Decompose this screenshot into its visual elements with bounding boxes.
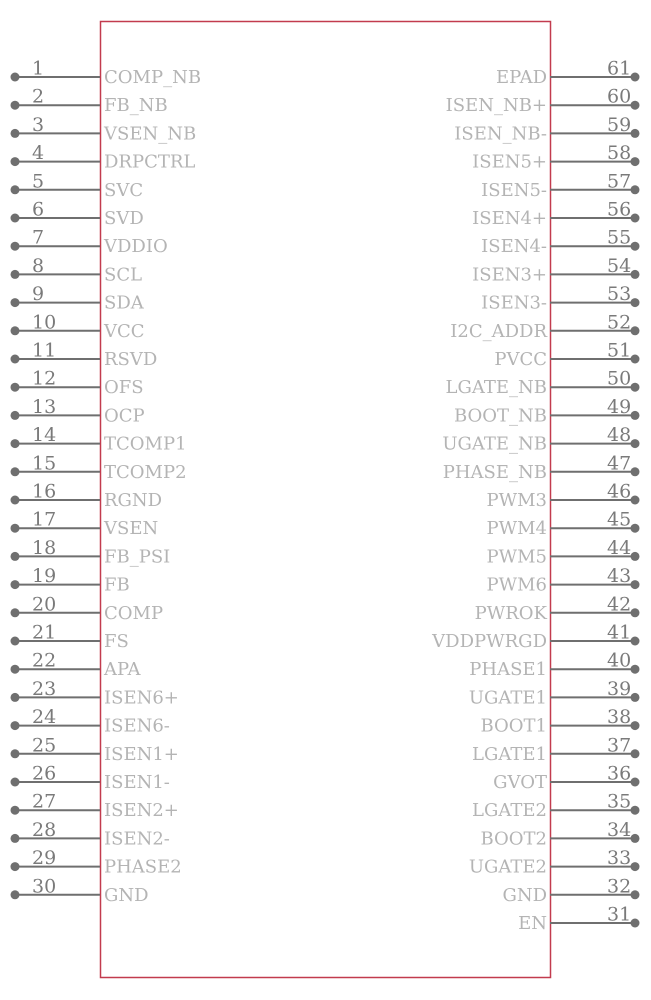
pin-endpoint-dot: [631, 693, 640, 702]
pin-endpoint-dot: [11, 778, 20, 787]
pin-name: SDA: [104, 292, 144, 314]
pin-number: 12: [32, 367, 57, 390]
pin-number: 38: [607, 706, 632, 729]
pin-2: [11, 86, 168, 117]
pin-number: 19: [32, 565, 57, 588]
pin-number: 47: [607, 452, 632, 475]
pin-45: [487, 509, 640, 540]
pin-name: ISEN4+: [472, 208, 547, 229]
left-pin-group: [11, 58, 202, 906]
pin-19: [11, 565, 130, 596]
pin-number: 55: [607, 226, 632, 249]
pin-name: ISEN5+: [472, 151, 547, 173]
pin-number: 18: [32, 536, 57, 559]
pin-number: 58: [607, 142, 632, 165]
pin-number: 42: [607, 593, 632, 616]
pin-number: 45: [607, 508, 632, 531]
pin-48: [442, 424, 639, 455]
pin-endpoint-dot: [631, 919, 640, 928]
pin-55: [481, 227, 639, 258]
pin-number: 39: [607, 677, 632, 700]
pin-name: RSVD: [104, 349, 158, 370]
pin-47: [443, 452, 640, 483]
pin-number: 27: [32, 790, 57, 813]
pin-endpoint-dot: [631, 101, 640, 110]
pin-name: OFS: [104, 377, 144, 399]
pin-number: 48: [607, 424, 632, 447]
pin-endpoint-dot: [11, 806, 20, 815]
pin-12: [11, 368, 144, 399]
pin-number: 16: [32, 480, 57, 503]
pin-name: UGATE2: [468, 856, 547, 878]
pin-number: 1: [32, 57, 45, 80]
pin-endpoint-dot: [11, 242, 20, 251]
pin-5: [11, 170, 144, 201]
pin-26: [11, 763, 170, 794]
pin-name: LGATE1: [472, 743, 547, 765]
pin-27: [11, 791, 179, 822]
pin-endpoint-dot: [631, 157, 640, 166]
pin-name: ISEN3+: [472, 264, 547, 286]
pin-endpoint-dot: [631, 778, 640, 787]
pin-name: BOOT1: [480, 715, 547, 737]
pin-number: 28: [32, 818, 57, 841]
pin-name: PHASE2: [104, 856, 182, 878]
pin-number: 15: [32, 452, 57, 475]
pin-endpoint-dot: [631, 242, 640, 251]
pin-number: 53: [607, 283, 632, 306]
pin-endpoint-dot: [631, 524, 640, 533]
pin-endpoint-dot: [11, 439, 20, 448]
pin-13: [11, 396, 145, 427]
pin-number: 41: [607, 621, 632, 644]
pin-name: SVC: [104, 179, 144, 201]
pin-number: 25: [32, 734, 57, 757]
pin-number: 23: [32, 677, 57, 700]
pin-34: [480, 819, 639, 850]
pin-endpoint-dot: [11, 270, 20, 279]
pin-endpoint-dot: [631, 129, 640, 138]
pin-number: 51: [607, 339, 632, 362]
pin-name: PVCC: [494, 349, 547, 370]
pin-number: 46: [607, 480, 632, 503]
pin-name: PWM5: [486, 546, 547, 568]
pin-58: [472, 142, 639, 173]
pin-number: 7: [32, 226, 45, 249]
pin-40: [469, 650, 639, 681]
pin-endpoint-dot: [631, 637, 640, 646]
pin-number: 24: [32, 706, 57, 729]
pin-endpoint-dot: [11, 157, 20, 166]
pin-endpoint-dot: [11, 665, 20, 674]
pin-number: 3: [32, 113, 45, 136]
pin-number: 60: [607, 85, 632, 108]
pin-number: 17: [32, 508, 57, 531]
pin-25: [11, 734, 179, 765]
pin-endpoint-dot: [11, 862, 20, 871]
pin-endpoint-dot: [11, 608, 20, 617]
pin-number: 26: [32, 762, 57, 785]
pin-endpoint-dot: [631, 185, 640, 194]
pin-endpoint-dot: [631, 298, 640, 307]
pin-name: COMP_NB: [104, 67, 202, 88]
pin-name: UGATE_NB: [442, 433, 547, 455]
pin-name: PHASE_NB: [442, 461, 547, 483]
pin-41: [431, 622, 639, 653]
pin-9: [11, 283, 145, 314]
pin-number: 34: [607, 818, 632, 841]
pin-number: 10: [32, 311, 57, 334]
pin-14: [11, 424, 187, 455]
pin-name: DRPCTRL: [104, 151, 196, 173]
pin-name: SVD: [104, 208, 144, 229]
pin-number: 50: [607, 367, 632, 390]
pin-60: [446, 86, 640, 117]
pin-52: [450, 311, 639, 342]
pin-59: [454, 114, 639, 145]
pin-20: [11, 593, 164, 624]
pin-11: [11, 340, 158, 371]
pin-24: [11, 706, 170, 737]
pin-name: PWM3: [486, 490, 547, 511]
pin-endpoint-dot: [11, 552, 20, 561]
pin-7: [11, 227, 168, 258]
pin-endpoint-dot: [631, 580, 640, 589]
pin-44: [487, 537, 640, 568]
pin-1: [11, 58, 202, 89]
pin-35: [472, 791, 639, 822]
pin-endpoint-dot: [631, 806, 640, 815]
pin-name: LGATE_NB: [445, 377, 547, 399]
pin-name: PWM6: [486, 574, 547, 596]
pin-endpoint-dot: [631, 608, 640, 617]
pin-31: [518, 904, 639, 935]
pin-name: COMP: [104, 602, 164, 624]
pin-endpoint-dot: [11, 637, 20, 646]
pin-56: [472, 199, 639, 230]
pin-number: 31: [607, 903, 632, 926]
pin-endpoint-dot: [11, 890, 20, 899]
pin-57: [481, 170, 639, 201]
pin-number: 32: [607, 875, 632, 898]
pin-endpoint-dot: [631, 73, 640, 82]
pin-name: GVOT: [493, 772, 547, 793]
pin-endpoint-dot: [11, 326, 20, 335]
pin-21: [11, 622, 129, 653]
pin-name: VDDPWRGD: [432, 631, 547, 652]
pin-name: ISEN_NB+: [445, 95, 547, 117]
pin-endpoint-dot: [11, 721, 20, 730]
pin-61: [496, 58, 640, 89]
pin-number: 29: [32, 847, 57, 870]
pin-name: I2C_ADDR: [450, 320, 547, 342]
pin-name: BOOT_NB: [453, 405, 547, 427]
pin-name: VSEN: [104, 518, 159, 540]
pin-number: 22: [32, 649, 57, 672]
pin-endpoint-dot: [11, 467, 20, 476]
pin-number: 2: [32, 85, 45, 108]
pin-number: 49: [607, 395, 632, 418]
pin-number: 40: [607, 649, 632, 672]
pin-51: [494, 340, 639, 371]
pin-name: GND: [502, 884, 547, 906]
pin-number: 4: [32, 142, 45, 165]
pin-name: OCP: [104, 405, 145, 427]
pin-endpoint-dot: [631, 326, 640, 335]
pin-number: 57: [607, 170, 632, 193]
pin-endpoint-dot: [631, 411, 640, 420]
pin-15: [11, 452, 187, 483]
pin-endpoint-dot: [11, 411, 20, 420]
pin-name: GND: [104, 884, 149, 906]
pin-42: [475, 593, 640, 624]
pin-38: [480, 706, 639, 737]
pin-name: EPAD: [495, 67, 547, 88]
pin-6: [11, 199, 144, 230]
pin-name: LGATE2: [472, 800, 547, 822]
pin-30: [11, 875, 149, 906]
pin-number: 11: [32, 339, 57, 362]
pin-number: 56: [607, 198, 632, 221]
pin-endpoint-dot: [11, 693, 20, 702]
pin-name: RGND: [104, 490, 163, 511]
pin-16: [11, 481, 163, 512]
pin-number: 20: [32, 593, 57, 616]
pin-endpoint-dot: [11, 298, 20, 307]
pin-endpoint-dot: [631, 721, 640, 730]
pin-18: [11, 537, 171, 568]
pin-name: APA: [104, 659, 141, 681]
pin-number: 61: [607, 57, 632, 80]
pin-name: VDDIO: [104, 236, 168, 258]
pin-number: 36: [607, 762, 632, 785]
pin-endpoint-dot: [631, 749, 640, 758]
pin-number: 37: [607, 734, 632, 757]
pin-endpoint-dot: [631, 214, 640, 223]
pin-number: 44: [607, 536, 632, 559]
pin-39: [469, 678, 640, 709]
pin-number: 54: [607, 254, 632, 277]
pin-8: [11, 255, 143, 286]
pin-46: [487, 481, 640, 512]
pin-endpoint-dot: [11, 749, 20, 758]
pin-50: [446, 368, 640, 399]
pin-name: ISEN5-: [481, 179, 547, 201]
pin-name: FS: [104, 631, 129, 652]
pin-number: 6: [32, 198, 45, 221]
pin-3: [11, 114, 197, 145]
pin-number: 52: [607, 311, 632, 334]
pin-endpoint-dot: [631, 467, 640, 476]
pin-10: [11, 311, 145, 342]
pin-endpoint-dot: [11, 580, 20, 589]
pin-number: 30: [32, 875, 57, 898]
pin-17: [11, 509, 159, 540]
pin-name: ISEN2-: [104, 828, 170, 850]
pin-name: ISEN2+: [104, 800, 179, 822]
pin-number: 35: [607, 790, 632, 813]
pin-name: ISEN3-: [481, 292, 547, 314]
pin-endpoint-dot: [631, 439, 640, 448]
pin-49: [454, 396, 640, 427]
pin-43: [487, 565, 640, 596]
pin-number: 43: [607, 565, 632, 588]
pin-endpoint-dot: [631, 496, 640, 505]
pin-28: [11, 819, 170, 850]
pin-endpoint-dot: [11, 73, 20, 82]
pin-name: ISEN1-: [104, 772, 170, 793]
pin-name: ISEN_NB-: [454, 123, 547, 145]
pin-number: 14: [32, 424, 57, 447]
pin-endpoint-dot: [631, 383, 640, 392]
pin-name: VCC: [104, 320, 145, 342]
pin-endpoint-dot: [11, 496, 20, 505]
pin-name: TCOMP2: [104, 461, 187, 483]
pin-36: [493, 763, 639, 794]
pin-name: VSEN_NB: [104, 123, 197, 145]
pin-name: ISEN1+: [104, 743, 179, 765]
pin-name: PWM4: [486, 518, 547, 540]
pin-name: FB: [104, 574, 130, 596]
pin-29: [11, 847, 182, 878]
pin-number: 5: [32, 170, 45, 193]
pin-endpoint-dot: [11, 524, 20, 533]
pin-23: [11, 678, 179, 709]
pin-endpoint-dot: [11, 214, 20, 223]
pin-endpoint-dot: [11, 129, 20, 138]
pin-number: 8: [32, 254, 45, 277]
pin-name: PHASE1: [469, 659, 547, 681]
pin-number: 21: [32, 621, 57, 644]
pin-endpoint-dot: [11, 834, 20, 843]
pin-number: 59: [607, 113, 632, 136]
pin-name: PWROK: [474, 602, 547, 624]
pin-32: [502, 875, 639, 906]
pin-endpoint-dot: [631, 665, 640, 674]
pin-33: [469, 847, 640, 878]
pin-number: 13: [32, 395, 57, 418]
right-pin-group: [431, 58, 639, 935]
pin-number: 33: [607, 847, 632, 870]
pin-endpoint-dot: [631, 552, 640, 561]
pin-name: ISEN6+: [104, 687, 179, 709]
pin-4: [11, 142, 196, 173]
pin-name: FB_PSI: [104, 546, 171, 568]
pin-54: [472, 255, 639, 286]
pin-name: ISEN4-: [481, 236, 547, 258]
pin-endpoint-dot: [11, 383, 20, 392]
pin-endpoint-dot: [11, 355, 20, 364]
pin-53: [481, 283, 639, 314]
pin-name: UGATE1: [468, 687, 547, 709]
pin-endpoint-dot: [11, 101, 20, 110]
pin-name: TCOMP1: [104, 433, 187, 455]
pin-22: [11, 650, 142, 681]
pin-endpoint-dot: [631, 834, 640, 843]
pin-endpoint-dot: [631, 890, 640, 899]
pin-endpoint-dot: [631, 862, 640, 871]
pin-name: FB_NB: [104, 95, 168, 117]
pin-37: [472, 734, 639, 765]
pin-endpoint-dot: [631, 270, 640, 279]
pin-name: SCL: [104, 264, 143, 286]
pin-endpoint-dot: [631, 355, 640, 364]
pin-number: 9: [32, 283, 45, 306]
pin-name: ISEN6-: [104, 715, 170, 737]
pin-endpoint-dot: [11, 185, 20, 194]
pin-name: BOOT2: [480, 828, 547, 850]
pin-name: EN: [518, 913, 547, 934]
